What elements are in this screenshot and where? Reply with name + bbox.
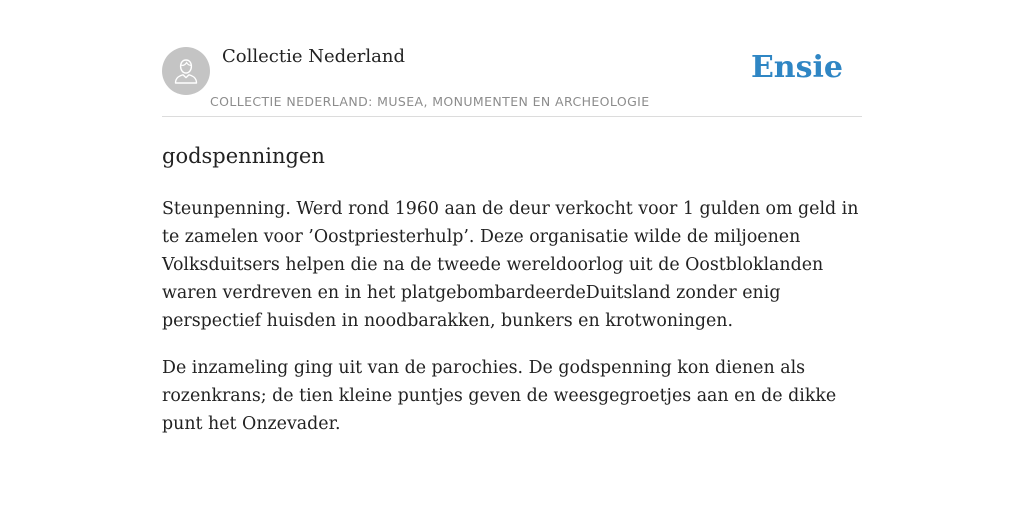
author-subtitle: COLLECTIE NEDERLAND: MUSEA, MONUMENTEN EN ARCHEOLOGIE (210, 94, 650, 109)
article-card (162, 44, 862, 438)
article-paragraph-2: De inzameling ging uit van de parochies. De godspenning kon dienen als rozenkrans; de tien kleine puntjes geven de weesgegroetjes aan en de dikke punt het Onzevader. (162, 358, 837, 434)
author-name[interactable]: Collectie Nederland (222, 46, 406, 67)
article-header (162, 44, 862, 117)
user-silhouette-icon (172, 57, 200, 85)
avatar[interactable] (162, 47, 210, 95)
article-title: godspenningen (162, 144, 325, 168)
ensie-logo[interactable]: Ensie (750, 50, 843, 85)
article-paragraph-1: Steunpenning. Werd rond 1960 aan de deur verkocht voor 1 gulden om geld in te zamelen voor ’Oostpriesterhulp’. Deze organisatie wilde de miljoenen Volksduitsers helpen die na de tweede wereldoorlog uit de Oostbloklanden waren verdreven en in het platgebombardeerdeDuitsland zonder enig perspectief huisden in noodbarakken, bunkers en krotwoningen. (162, 199, 859, 331)
